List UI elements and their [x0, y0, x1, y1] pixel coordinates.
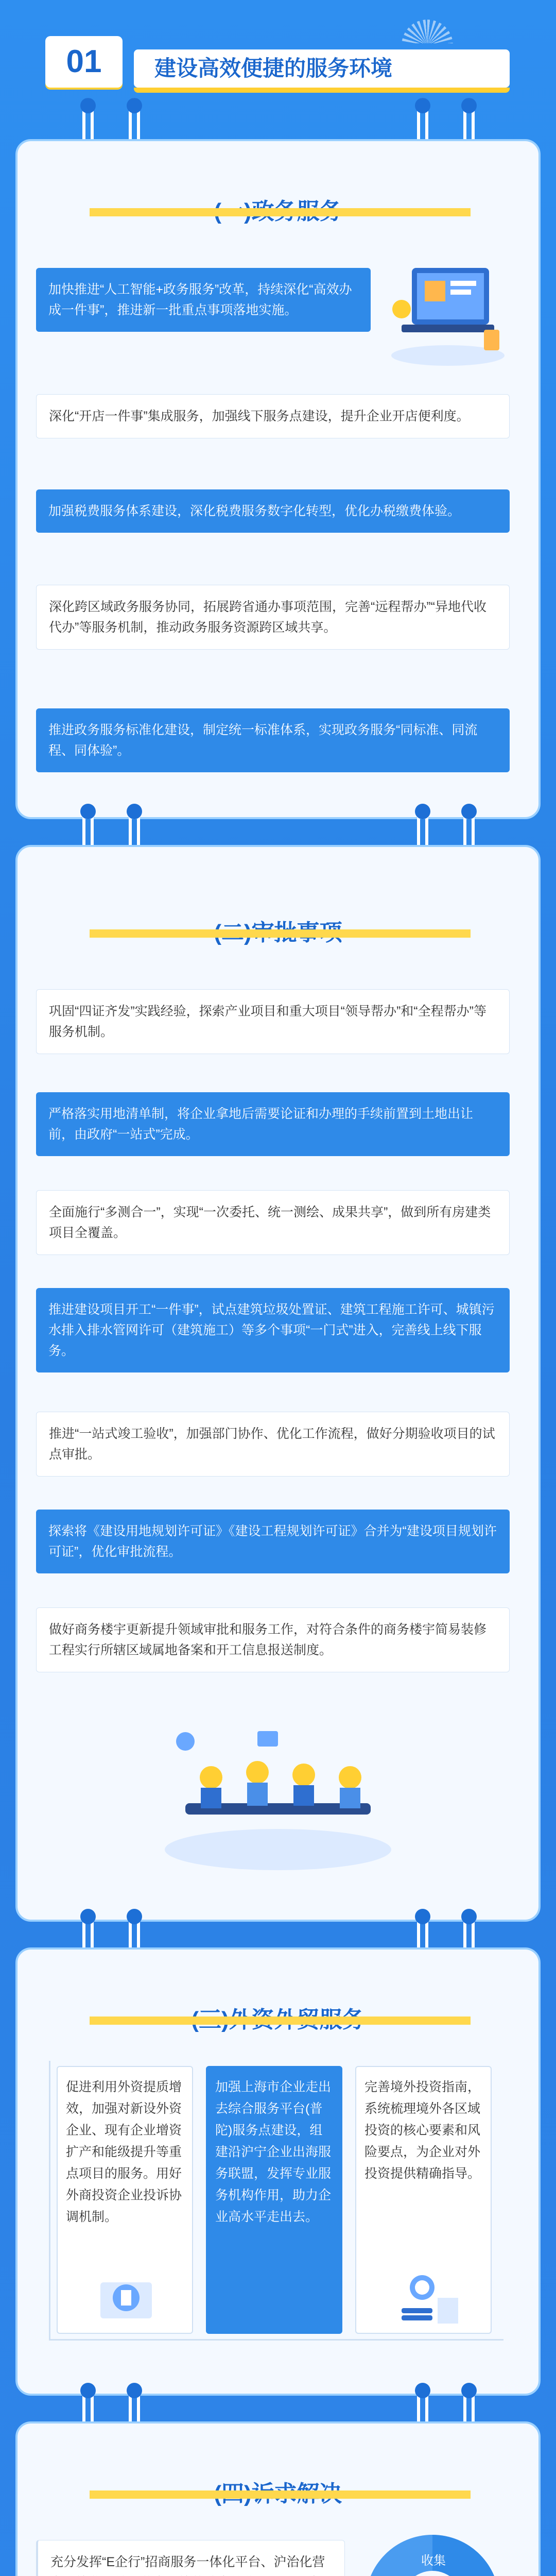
section-title-underline	[90, 208, 471, 216]
approval-item-4: 推进建设项目开工“一件事”，试点建筑垃圾处置证、建筑工程施工许可、城镇污水排入排水管网许可（建筑施工）等多个事项“一门式”进入，完善线上线下服务。	[36, 1288, 510, 1372]
gov-item-2: 深化“开店一件事”集成服务，加强线下服务点建设，提升企业开店便利度。	[36, 394, 510, 438]
gov-item-1: 加快推进“人工智能+政务服务”改革，持续深化“高效办成一件事”，推进新一批重点事项落地实施。	[36, 268, 371, 332]
approval-item-2: 严格落实用地清单制，将企业拿地后需要论证和办理的手续前置到土地出让前，由政府“一站式”完成。	[36, 1092, 510, 1156]
trade-col-1: 促进利用外资提质增效，加强对新设外资企业、现有企业增资扩产和能级提升等重点项目的服务。用好外商投资企业投诉协调机制。	[57, 2066, 193, 2334]
gov-item-3: 加强税费服务体系建设，深化税费服务数字化转型，优化办税缴费体验。	[36, 489, 510, 533]
approval-item-3: 全面施行“多测合一”，实现“一次委托、统一测绘、成果共享”，做到所有房建类项目全覆盖。	[36, 1190, 510, 1255]
approval-item-6: 探索将《建设用地规划许可证》《建设工程规划许可证》合并为“建设项目规划许可证”，优化审批流程。	[36, 1510, 510, 1573]
page-header	[0, 0, 556, 113]
sunburst-decoration	[396, 12, 458, 43]
page-title: 建设高效便捷的服务环境	[134, 49, 510, 88]
trade-col-3: 完善境外投资指南，系统梳理境外各区域投资的核心要素和风险要点，为企业对外投资提供精确指导。	[355, 2066, 492, 2334]
section-number-badge: 01	[45, 36, 123, 88]
section-title-underline	[90, 929, 471, 938]
approval-item-7: 做好商务楼宇更新提升领域审批和服务工作，对符合条件的商务楼宇简易装修工程实行所辖区域属地备案和开工信息报送制度。	[36, 1607, 510, 1672]
gov-item-5: 推进政务服务标准化建设，制定统一标准体系，实现政务服务“同标准、同流程、同体验”。	[36, 708, 510, 772]
shield-illustration	[90, 2267, 162, 2324]
gov-item-4: 深化跨区域政务服务协同，拓展跨省通办事项范围，完善“远程帮办”“异地代收代办”等服务机制，推动政务服务资源跨区域共享。	[36, 585, 510, 650]
cycle-label-collect: 收集	[421, 2554, 446, 2568]
section-title-underline	[90, 2490, 471, 2499]
meeting-illustration	[154, 1721, 402, 1875]
approval-item-5: 推进“一站式竣工验收”，加强部门协作、优化工作流程，做好分期验收项目的试点审批。	[36, 1412, 510, 1477]
appeal-description: 充分发挥“E企行”招商服务一体化平台、沪治化营	[36, 2540, 345, 2576]
office-illustration	[381, 252, 515, 371]
coins-illustration	[391, 2257, 474, 2329]
trade-col-2: 加强上海市企业走出去综合服务平台(普陀)服务点建设，组建沿沪宁企业出海服务联盟，发挥专业服务机构作用，助力企业高水平走出去。	[206, 2066, 342, 2334]
section-title-underline	[90, 2016, 471, 2025]
approval-item-1: 巩固“四证齐发”实践经验，探索产业项目和重大项目“领导帮办”和“全程帮办”等服务机制。	[36, 989, 510, 1054]
